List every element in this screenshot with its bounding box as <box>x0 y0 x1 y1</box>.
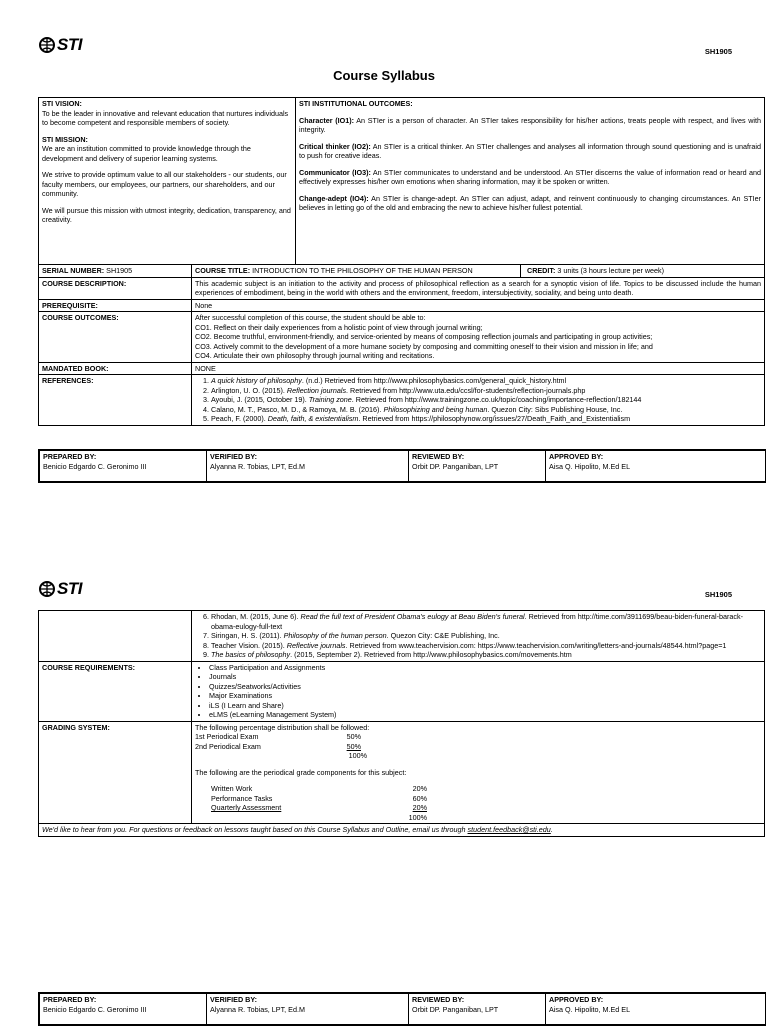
feedback-row <box>39 824 765 837</box>
grading-exam-row: 1st Periodical Exam 50% <box>195 732 361 741</box>
mission-text-1: We are an institution committed to provide knowledge through the development and delivery of superior learning systems. <box>42 144 251 163</box>
course-outcome-co3: CO3. Actively commit to the development of a more humane society by composing and committing oneself to their vision and mission in life; and <box>195 341 653 351</box>
requirements-row <box>39 661 765 721</box>
requirements-label: COURSE REQUIREMENTS: <box>39 661 192 721</box>
approved-by-cell: APPROVED BY: Aisa Q. Hipolito, M.Ed EL <box>546 994 766 1025</box>
grading-cell <box>192 721 765 824</box>
mission-label: STI MISSION: <box>42 134 88 144</box>
serial-title-credit-row <box>39 265 765 278</box>
reference-item: 8. Teacher Vision. (2015). Reflective journals. Retrieved from www.teachervision.com: https://www.teachervision.com/writing/letters-and-journals/48544.html?page=1 <box>211 641 761 651</box>
mandated-book-label: MANDATED BOOK: <box>39 362 192 375</box>
grading-intro: The following percentage distribution shall be followed: <box>195 722 370 732</box>
feedback-email-link[interactable]: student.feedback@sti.edu <box>467 825 551 834</box>
course-title-cell: COURSE TITLE: INTRODUCTION TO THE PHILOSOPHY OF THE HUMAN PERSON <box>192 265 521 278</box>
requirement-item: • Class Participation and Assignments <box>209 663 761 673</box>
mission-text-3: We will pursue this mission with utmost integrity, dedication, transparency, and creativity. <box>42 205 291 224</box>
grading-components-intro: The following are the periodical grade components for this subject: <box>195 767 407 777</box>
reference-item: 6. Rhodan, M. (2015, June 6). Read the full text of President Obama's eulogy at Beau Biden's funeral. Retrieved from http://time.com/3911699/beau-biden-funeral-barack-obama-eulogy-full-text <box>211 612 761 631</box>
reference-item: 3. Ayoubi, J. (2015, October 19). Training zone. Retrieved from http://www.trainingzone.co.uk/topic/coaching/importance-reflection/182144 <box>211 395 761 405</box>
references-row <box>39 375 765 426</box>
requirement-item: • eLMS (eLearning Management System) <box>209 710 761 720</box>
references-cont-row <box>39 611 765 662</box>
grading-exam-row: 2nd Periodical Exam 50% <box>195 741 361 751</box>
course-outcomes-cell <box>192 312 765 363</box>
reference-item: 9. The basics of philosophy. (2015, September 2). Retrieved from http://www.philosophybasics.com/movements.htm <box>211 650 761 660</box>
reference-item: 5. Peach, F. (2000). Death, faith, & existentialism. Retrieved from https://philosophynow.org/issues/27/Death_Faith_and_Existentialism <box>211 414 761 424</box>
verified-by-cell: VERIFIED BY: Alyanna R. Tobias, LPT, Ed.M <box>207 994 409 1025</box>
serial-cell: SERIAL NUMBER: SH1905 <box>39 265 192 278</box>
vision-label: STI VISION: <box>42 99 82 108</box>
grading-component-row: Performance Tasks 60% <box>211 793 427 803</box>
course-outcome-co1: CO1. Reflect on their daily experiences from a holistic point of view through journal writing; <box>195 322 483 332</box>
prerequisite-label: PREREQUISITE: <box>39 299 192 312</box>
mandated-book-value: NONE <box>192 362 765 375</box>
reviewed-by-cell: REVIEWED BY: Orbit DP. Panganiban, LPT <box>409 994 546 1025</box>
description-text: This academic subject is an initiation to the activity and process of philosophical reflection as a search for a synoptic vision of life. Topics to be discussed include the human experiences of embodiment, being in the world with others and the environment, freedom, intersubjectivity, sociality, and being unto death. <box>192 277 765 299</box>
requirement-item: • Journals <box>209 672 761 682</box>
prepared-by-cell: PREPARED BY: Benicio Edgardo C. Geronimo III <box>40 994 207 1025</box>
outcome-io3: Communicator (IO3): An STIer communicates to understand and be understood. An STIer discerns the value of information read or heard and effectively expresses his/her own emotions when sharing information, may it be spoken or written. <box>299 167 762 186</box>
reference-item: 2. Arlington, U. O. (2015). Reflection journals. Retrieved from http://www.uta.edu/ccsl/for-students/reflection-journals.php <box>211 386 761 396</box>
grading-row <box>39 721 765 824</box>
syllabus-table-page1 <box>38 97 765 426</box>
course-outcome-co4: CO4. Articulate their own philosophy through journal writing and recitations. <box>195 351 435 360</box>
description-label: COURSE DESCRIPTION: <box>39 277 192 299</box>
description-row <box>39 277 765 299</box>
outcomes-label: STI INSTITUTIONAL OUTCOMES: <box>299 99 413 108</box>
verified-by-cell: VERIFIED BY: Alyanna R. Tobias, LPT, Ed.M <box>207 451 409 482</box>
globe-icon <box>38 581 56 597</box>
prerequisite-value: None <box>192 299 765 312</box>
sti-logo <box>38 34 82 56</box>
signature-block-page2 <box>38 992 766 1026</box>
doc-code: SH1905 <box>704 47 732 56</box>
outcome-io2: Critical thinker (IO2): An STIer is a critical thinker. An STIer challenges and analyses all information through sound questioning and is unafraid to push for creative ideas. <box>299 141 762 160</box>
course-outcomes-label: COURSE OUTCOMES: <box>39 312 192 363</box>
references-label: REFERENCES: <box>39 375 192 426</box>
page-title: Course Syllabus <box>333 68 435 83</box>
references-cont-label <box>39 611 192 662</box>
doc-code: SH1905 <box>704 590 732 599</box>
feedback-cell: We'd like to hear from you. For questions or feedback on lessons taught based on this Course Syllabus and Outline, email us through student.feedback@sti.edu. <box>39 824 765 837</box>
requirements-cell <box>192 661 765 721</box>
reviewed-by-cell: REVIEWED BY: Orbit DP. Panganiban, LPT <box>409 451 546 482</box>
outcome-io1: Character (IO1): An STIer is a person of character. An STIer takes responsibility for his/her actions, treats people with respect, and lives with integrity. <box>299 115 762 134</box>
vision-mission-row <box>39 98 765 265</box>
reference-item: 1. A quick history of philosophy. (n.d.) Retrieved from http://www.philosophybasics.com/general_quick_history.html <box>211 376 761 386</box>
vision-text: To be the leader in innovative and relevant education that nurtures individuals to become competent and responsible members of society. <box>42 108 289 127</box>
syllabus-table-page2 <box>38 610 765 837</box>
grading-exam-total: 100% <box>348 751 367 760</box>
grading-component-total: 100% <box>408 812 427 822</box>
mission-text-2: We strive to provide optimum value to all our stakeholders - our students, our faculty members, our employees, our partners, our shareholders, and our community. <box>42 170 287 198</box>
requirement-item: • Quizzes/Seatworks/Activities <box>209 682 761 692</box>
reference-item: 7. Siringan, H. S. (2011). Philosophy of the human person. Quezon City: C&E Publishing, Inc. <box>211 631 761 641</box>
credit-cell: CREDIT: 3 units (3 hours lecture per week) <box>521 265 765 278</box>
vision-mission-cell <box>39 98 296 265</box>
sti-logo <box>38 578 82 600</box>
course-outcomes-row <box>39 312 765 363</box>
references-cont-cell <box>192 611 765 662</box>
grading-component-row: Written Work 20% <box>211 784 427 793</box>
signature-block-page1 <box>38 449 766 483</box>
course-outcomes-intro: After successful completion of this course, the student should be able to: <box>195 313 426 322</box>
signature-table <box>39 993 766 1025</box>
mandated-book-row <box>39 362 765 375</box>
references-cell <box>192 375 765 426</box>
grading-component-row: Quarterly Assessment 20% <box>211 803 427 812</box>
grading-label: GRADING SYSTEM: <box>39 721 192 824</box>
prerequisite-row <box>39 299 765 312</box>
reference-item: 4. Calano, M. T., Pasco, M. D., & Ramoya, M. B. (2016). Philosophizing and being human. Quezon City: Sibs Publishing House, Inc. <box>211 405 761 415</box>
signature-table <box>39 450 766 482</box>
course-outcome-co2: CO2. Become truthful, environment-friendly, and service-oriented by means of composing reflection journals and participating in group activities; <box>195 332 653 341</box>
approved-by-cell: APPROVED BY: Aisa Q. Hipolito, M.Ed EL <box>546 451 766 482</box>
logo-text: STI <box>57 579 82 598</box>
institutional-outcomes-cell <box>296 98 765 265</box>
prepared-by-cell: PREPARED BY: Benicio Edgardo C. Geronimo III <box>40 451 207 482</box>
outcome-io4: Change-adept (IO4): An STIer is change-adept. An STIer can adjust, adapt, and reinvent continuously to changing circumstances. An STIer believes in letting go of the old and embracing the new to achieve his/her fullest potential. <box>299 193 762 212</box>
globe-icon <box>38 37 56 53</box>
requirement-item: • iLS (I Learn and Share) <box>209 701 761 711</box>
requirement-item: • Major Examinations <box>209 691 761 701</box>
logo-text: STI <box>57 35 82 54</box>
